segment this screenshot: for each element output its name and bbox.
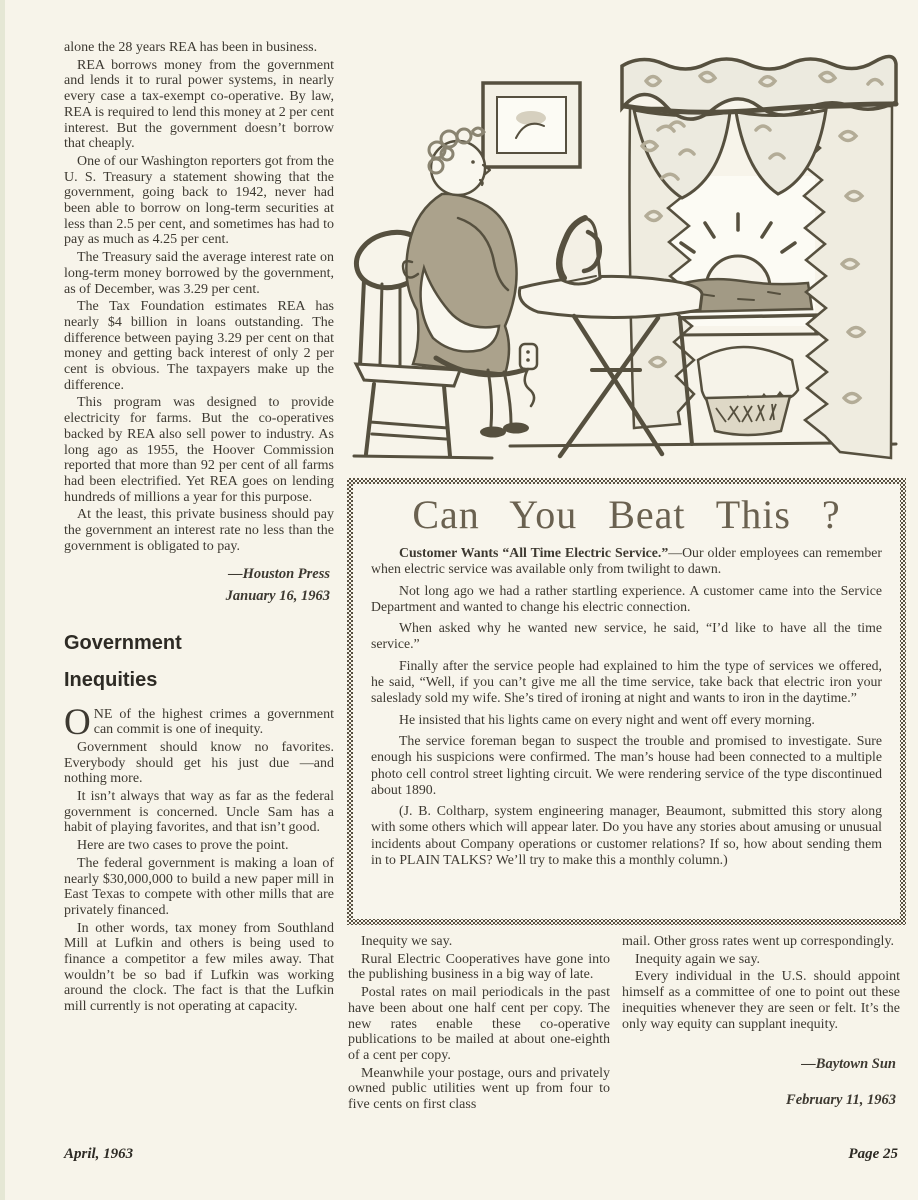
paragraph: Every individual in the U.S. should appoint himself as a committee of one to point out these inequities whenever they are seen or felt. It’s the only way equity can supplant inequity. bbox=[622, 969, 900, 1032]
paragraph: Inequity we say. bbox=[361, 934, 453, 949]
attribution-source: —Houston Press bbox=[228, 565, 330, 582]
paragraph: Postal rates on mail periodicals in the past have been about one half cent per copy. The new rates enable these co-operative publications to be mailed at about one-eighth of a cent per copy. bbox=[348, 985, 610, 1063]
shoe bbox=[480, 427, 506, 438]
footer-page-number: Page 25 bbox=[848, 1146, 898, 1162]
paragraph: It isn’t always that way as far as the federal government is concerned. Uncle Sam has a habit of playing favorites, and that isn’t good. bbox=[64, 789, 334, 836]
heading-line: Inequities bbox=[64, 668, 158, 691]
feature-box-inner bbox=[353, 484, 900, 919]
right-column bbox=[622, 934, 900, 1114]
leg bbox=[504, 372, 511, 424]
floor-line bbox=[354, 443, 896, 458]
paragraph: REA borrows money from the government and lends it to rural power systems, in nearly every case a tax-exempt co-operative. By law, REA is required to lend this money at 2 per cent interest. But the government doesn’t borrow that cheaply. bbox=[64, 57, 334, 152]
paragraph: Finally after the service people had explained to him the type of services we offered, he said, “Well, if you can’t give me all the time service, take back that electric iron your saleslady sold my wife. She’s tired of ironing at night and wants to iron in the daytime.” bbox=[371, 657, 882, 706]
cartoon-illustration bbox=[340, 26, 908, 470]
paragraph: alone the 28 years REA has been in business. bbox=[64, 40, 318, 55]
paragraph: Rural Electric Cooperatives have gone into the publishing business in a big way of late. bbox=[348, 951, 610, 983]
paragraph: He insisted that his lights came on every night and went off every morning. bbox=[399, 711, 815, 727]
article-attribution bbox=[622, 1054, 900, 1110]
dropcap-letter: O bbox=[64, 701, 91, 743]
middle-column bbox=[348, 934, 610, 1115]
paragraph: NE of the highest crimes a government can commit is one of inequity. bbox=[93, 706, 334, 738]
paragraph: This program was designed to provide electricity for farms. But the co-operatives backed by REA also sell power to industry. As long ago as 1955, the Hoover Commission reported that more than 92 per cent of all farms had been electrified. Yet REA goes on lending hundreds of millions a year for this purpose. bbox=[64, 395, 334, 505]
feature-box bbox=[347, 478, 906, 925]
paragraph: (J. B. Coltharp, system engineering manager, Beaumont, submitted this story along with some others which will appear later. Do you have any stories about amusing or unusual incidents about Company operations or customer relations? If so, how about sending them in to PLAIN TALKS? We’ll try to make this a monthly column.) bbox=[371, 803, 882, 868]
section-heading bbox=[64, 633, 334, 690]
heading-line: Government bbox=[64, 631, 182, 654]
shoe bbox=[503, 423, 529, 434]
paragraph: When asked why he wanted new service, he said, “I’d like to have all the time service.” bbox=[371, 620, 882, 652]
left-column bbox=[64, 40, 334, 1017]
article-attribution bbox=[64, 563, 334, 607]
paragraph: Inequity again we say. bbox=[635, 951, 761, 967]
picture-frame-icon bbox=[483, 83, 580, 167]
wall-outlet-icon bbox=[520, 344, 537, 406]
leg bbox=[488, 370, 492, 426]
attribution-source: —Baytown Sun bbox=[801, 1056, 896, 1073]
electric-iron-icon bbox=[557, 218, 600, 284]
paragraph: The service foreman began to suspect the trouble and promised to investigate. Sure enough his suspicions were confirmed. The man’s house had been connected to a multiple photo cell control street lighting circuit. We were rendering service of the type discontinued about 1890. bbox=[371, 732, 882, 797]
paragraph: One of our Washington reporters got from the U. S. Treasury a statement showing that the government, going back to 1942, never had been able to borrow on long-term securities at less than 2.5 per cent, and sometimes has had to pay as much as 4.25 per cent. bbox=[64, 153, 334, 248]
page-scan-edge bbox=[0, 0, 5, 1200]
paragraph bbox=[371, 545, 882, 578]
paragraph: mail. Other gross rates went up correspondingly. bbox=[622, 934, 895, 949]
lead-in-bold: Customer Wants “All Time Electric Service.” bbox=[399, 545, 669, 560]
paragraph: Here are two cases to prove the point. bbox=[77, 838, 289, 854]
lead-in-rest: —Our older employees can remember when electric service was available only from twilight to dawn. bbox=[371, 545, 883, 577]
footer-issue-date: April, 1963 bbox=[64, 1146, 134, 1162]
paragraph: The federal government is making a loan of nearly $30,000,000 to build a new paper mill in East Texas to compete with other mills that are privately financed. bbox=[64, 855, 334, 918]
paragraph: In other words, tax money from Southland Mill at Lufkin and others is being used to finance a competitor a few miles away. That wouldn’t be so bad if Lufkin was working around the clock. The fact is that the Lufkin mill currently is not operating at capacity. bbox=[64, 920, 334, 1015]
right-curtain bbox=[802, 106, 892, 458]
paragraph: Government should know no favorites. Everybody should get his just due —and nothing more. bbox=[64, 739, 334, 787]
paragraph: The Treasury said the average interest rate on long-term money borrowed by the government, as of December, was 3.29 per cent. bbox=[64, 250, 334, 297]
attribution-date: January 16, 1963 bbox=[225, 587, 330, 604]
paragraph: At the least, this private business should pay the government an interest rate no less than the government is obligated to pay. bbox=[64, 507, 334, 554]
feature-box-title: Can You Beat This ? bbox=[412, 492, 841, 537]
head bbox=[431, 141, 485, 195]
cartoon-illustration-svg bbox=[340, 26, 908, 470]
paragraph: Not long ago we had a rather startling experience. A customer came into the Service Department and wanted to change his electric connection. bbox=[371, 582, 882, 614]
paragraph: Meanwhile your postage, ours and privately owned public utilities went up from four to five cents on first class bbox=[348, 1065, 610, 1113]
woman-figure bbox=[403, 128, 529, 438]
laundry-basket-icon bbox=[698, 347, 798, 435]
paragraph: The Tax Foundation estimates REA has nearly $4 billion in loans outstanding. The difference between paying 3.29 per cent on that money and getting back interest of only 2 per cent is obvious. The taxpayers make up the difference. bbox=[64, 299, 334, 393]
eye bbox=[471, 160, 475, 164]
dropcap-paragraph bbox=[64, 701, 334, 743]
attribution-date: February 11, 1963 bbox=[786, 1092, 896, 1109]
